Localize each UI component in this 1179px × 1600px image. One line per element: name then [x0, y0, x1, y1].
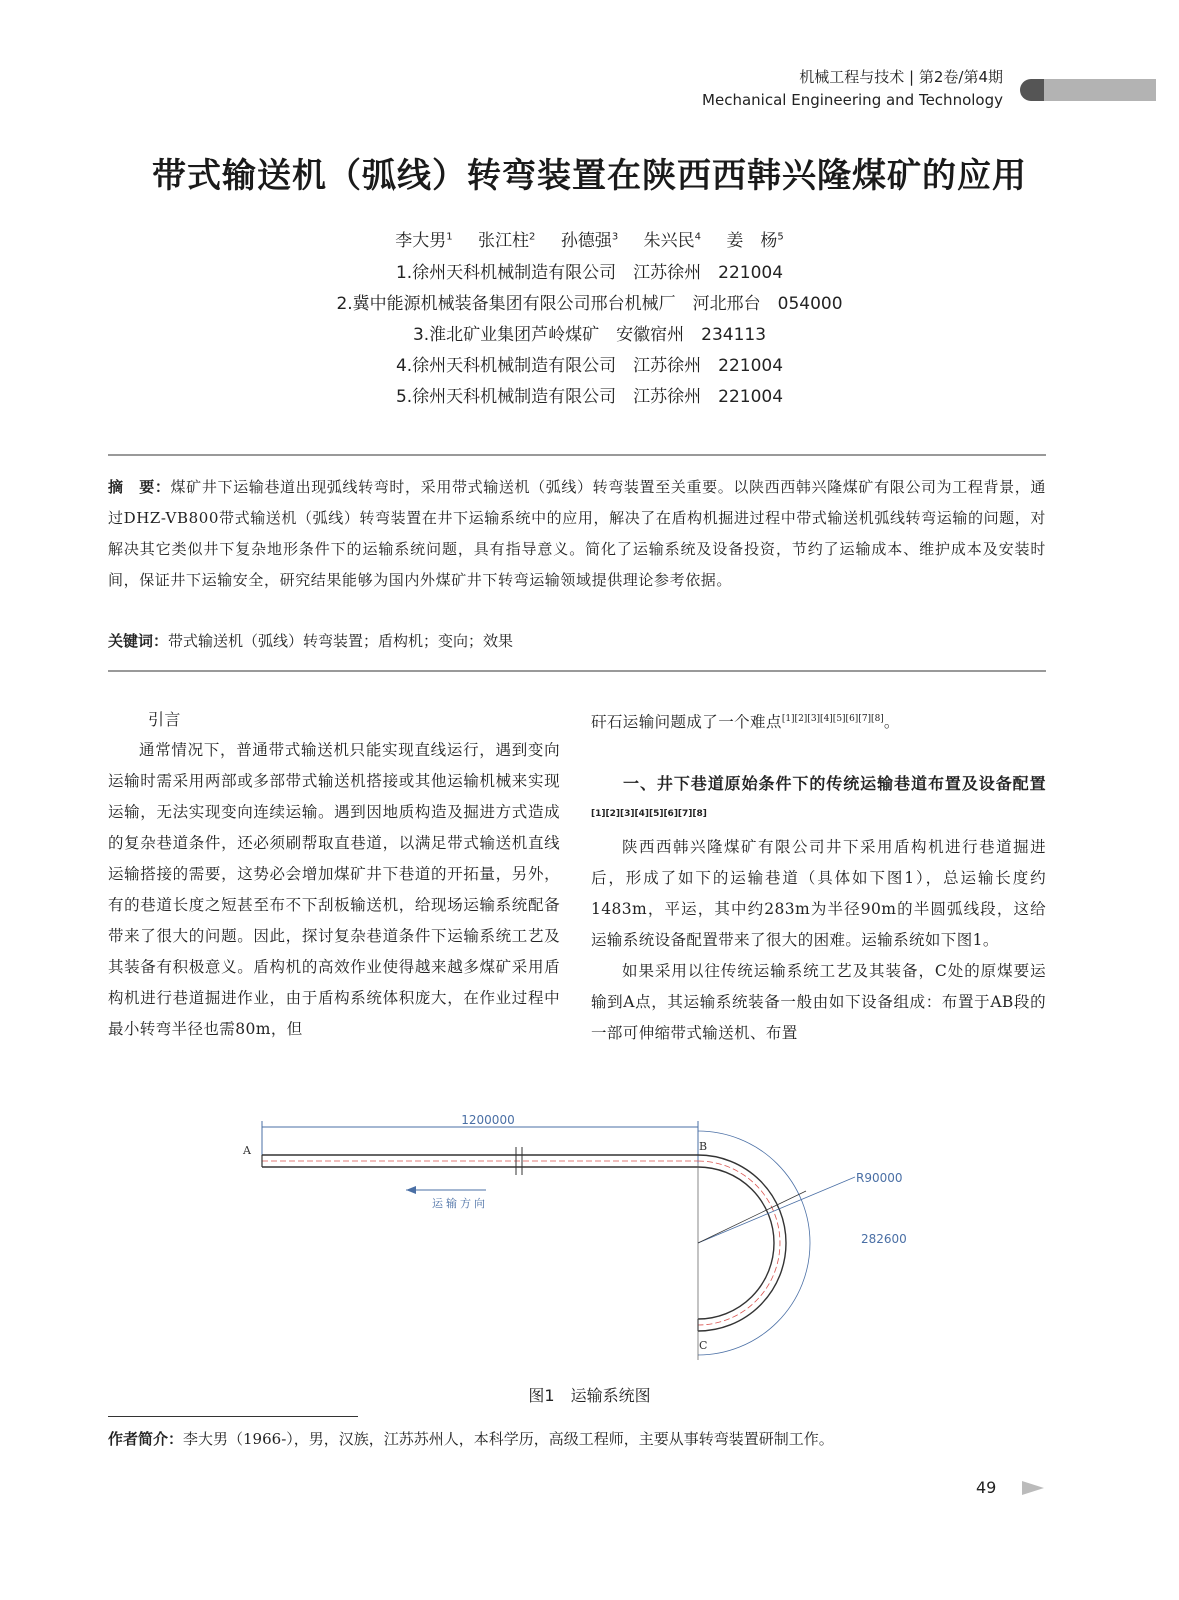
dim-arc-label: 282600	[861, 1232, 907, 1246]
point-b-label: B	[699, 1140, 708, 1153]
citation-refs: [1][2][3][4][5][6][7][8]	[591, 809, 707, 819]
page-arrow-icon	[1022, 1481, 1044, 1495]
journal-name-zh: 机械工程与技术 | 第2卷/第4期	[799, 68, 1003, 86]
author: 姜 杨$^5$	[726, 231, 784, 251]
point-c-label: C	[699, 1339, 708, 1352]
direction-label: 运输方向	[432, 1197, 488, 1210]
column-left	[108, 704, 560, 1045]
section-paragraph: 如果采用以往传统运输系统工艺及其装备，C处的原煤要运输到A点，其运输系统装备一般由如下设备组成：布置于AB段的一部可伸缩带式输送机、布置	[591, 962, 1046, 1042]
journal-name-en: Mechanical Engineering and Technology	[702, 91, 1003, 109]
author: 孙德强$^3$	[560, 231, 619, 251]
divider-top	[108, 454, 1046, 456]
figure-caption: 图1 运输系统图	[528, 1386, 651, 1405]
author: 张江柱$^2$	[478, 231, 536, 251]
divider-bottom	[108, 670, 1046, 672]
keywords	[108, 626, 1046, 657]
intro-heading: 引言	[148, 710, 181, 729]
abstract-label: 摘 要：	[108, 478, 171, 496]
footnote-text: 李大男（1966-），男，汉族，江苏苏州人，本科学历，高级工程师，主要从事转弯装置研制工作。	[183, 1430, 834, 1448]
affiliation: 3.淮北矿业集团芦岭煤矿 安徽宿州 234113	[412, 325, 767, 345]
dim-length-label: 1200000	[461, 1113, 515, 1127]
affiliation: 4.徐州天科机械制造有限公司 江苏徐州 221004	[395, 356, 784, 376]
arc-dimension	[698, 1131, 810, 1355]
affiliation-list	[0, 258, 1179, 413]
abstract-text: 煤矿井下运输巷道出现弧线转弯时，采用带式输送机（弧线）转弯装置至关重要。以陕西西韩兴隆煤矿有限公司为工程背景，通过DHZ-VB800带式输送机（弧线）转弯装置在井下运输系统中的应用，解决了在盾构机掘进过程中带式输送机弧线转弯运输的问题，对解决其它类似井下复杂地形条件下的运输系统问题，具有指导意义。简化了运输系统及设备投资，节约了运输成本、维护成本及安装时间，保证井下运输安全，研究结果能够为国内外煤矿井下转弯运输领域提供理论参考依据。	[108, 478, 1047, 589]
column-right	[591, 704, 1046, 1049]
arc-inner	[698, 1167, 774, 1319]
abstract	[108, 472, 1046, 596]
section-paragraph: 陕西西韩兴隆煤矿有限公司井下采用盾构机进行巷道掘进后，形成了如下的运输巷道（具体如下图1），总运输长度约1483m，平运，其中约283m为半径90m的半圆弧线段，这给运输系统设备配置带来了很大的困难。运输系统如下图1。	[591, 838, 1046, 949]
transport-system-figure	[230, 1105, 930, 1380]
section-heading: 一、井下巷道原始条件下的传统运输巷道布置及设备配置[1][2][3][4][5][6][7][8]	[591, 774, 1046, 819]
arc-centerline	[698, 1161, 780, 1325]
author: 李大男$^1$	[395, 231, 453, 251]
header-decor-bar	[1044, 79, 1156, 101]
continued-paragraph: 矸石运输问题成了一个难点[1][2][3][4][5][6][7][8]。	[591, 713, 900, 731]
keywords-label: 关键词：	[108, 632, 169, 650]
affiliation: 5.徐州天科机械制造有限公司 江苏徐州 221004	[395, 387, 784, 407]
keywords-text: 带式输送机（弧线）转弯装置；盾构机；变向；效果	[168, 632, 514, 650]
radius-line	[698, 1177, 855, 1243]
author-footnote	[108, 1426, 1046, 1452]
dim-radius-label: R90000	[856, 1171, 903, 1185]
author: 朱兴民$^4$	[643, 231, 701, 251]
point-a-label: A	[243, 1144, 251, 1157]
citation-refs: [1][2][3][4][5][6][7][8]	[781, 714, 884, 724]
affiliation: 2.冀中能源机械装备集团有限公司邢台机械厂 河北邢台 054000	[336, 294, 843, 314]
author-list	[0, 226, 1179, 251]
footnote-label: 作者简介：	[108, 1430, 184, 1448]
affiliation: 1.徐州天科机械制造有限公司 江苏徐州 221004	[395, 263, 784, 283]
page-number: 49	[976, 1478, 997, 1497]
intro-paragraph: 通常情况下，普通带式输送机只能实现直线运行，遇到变向运输时需采用两部或多部带式输送机搭接或其他运输机械来实现运输，无法实现变向连续运输。遇到因地质构造及掘进方式造成的复杂巷道条件，还必须刷帮取直巷道，以满足带式输送机直线运输搭接的需要，这势必会增加煤矿井下巷道的开拓量，另外，有的巷道长度之短甚至布不下刮板输送机，给现场运输系统配备带来了很大的问题。因此，探讨复杂巷道条件下运输系统工艺及其装备有积极意义。盾构机的高效作业使得越来越多煤矿采用盾构机进行巷道掘进作业，由于盾构系统体积庞大，在作业过程中最小转弯半径也需80m，但	[108, 741, 560, 1038]
paper-title: 带式输送机（弧线）转弯装置在陕西西韩兴隆煤矿的应用	[152, 156, 1027, 196]
footnote-divider	[108, 1416, 358, 1417]
